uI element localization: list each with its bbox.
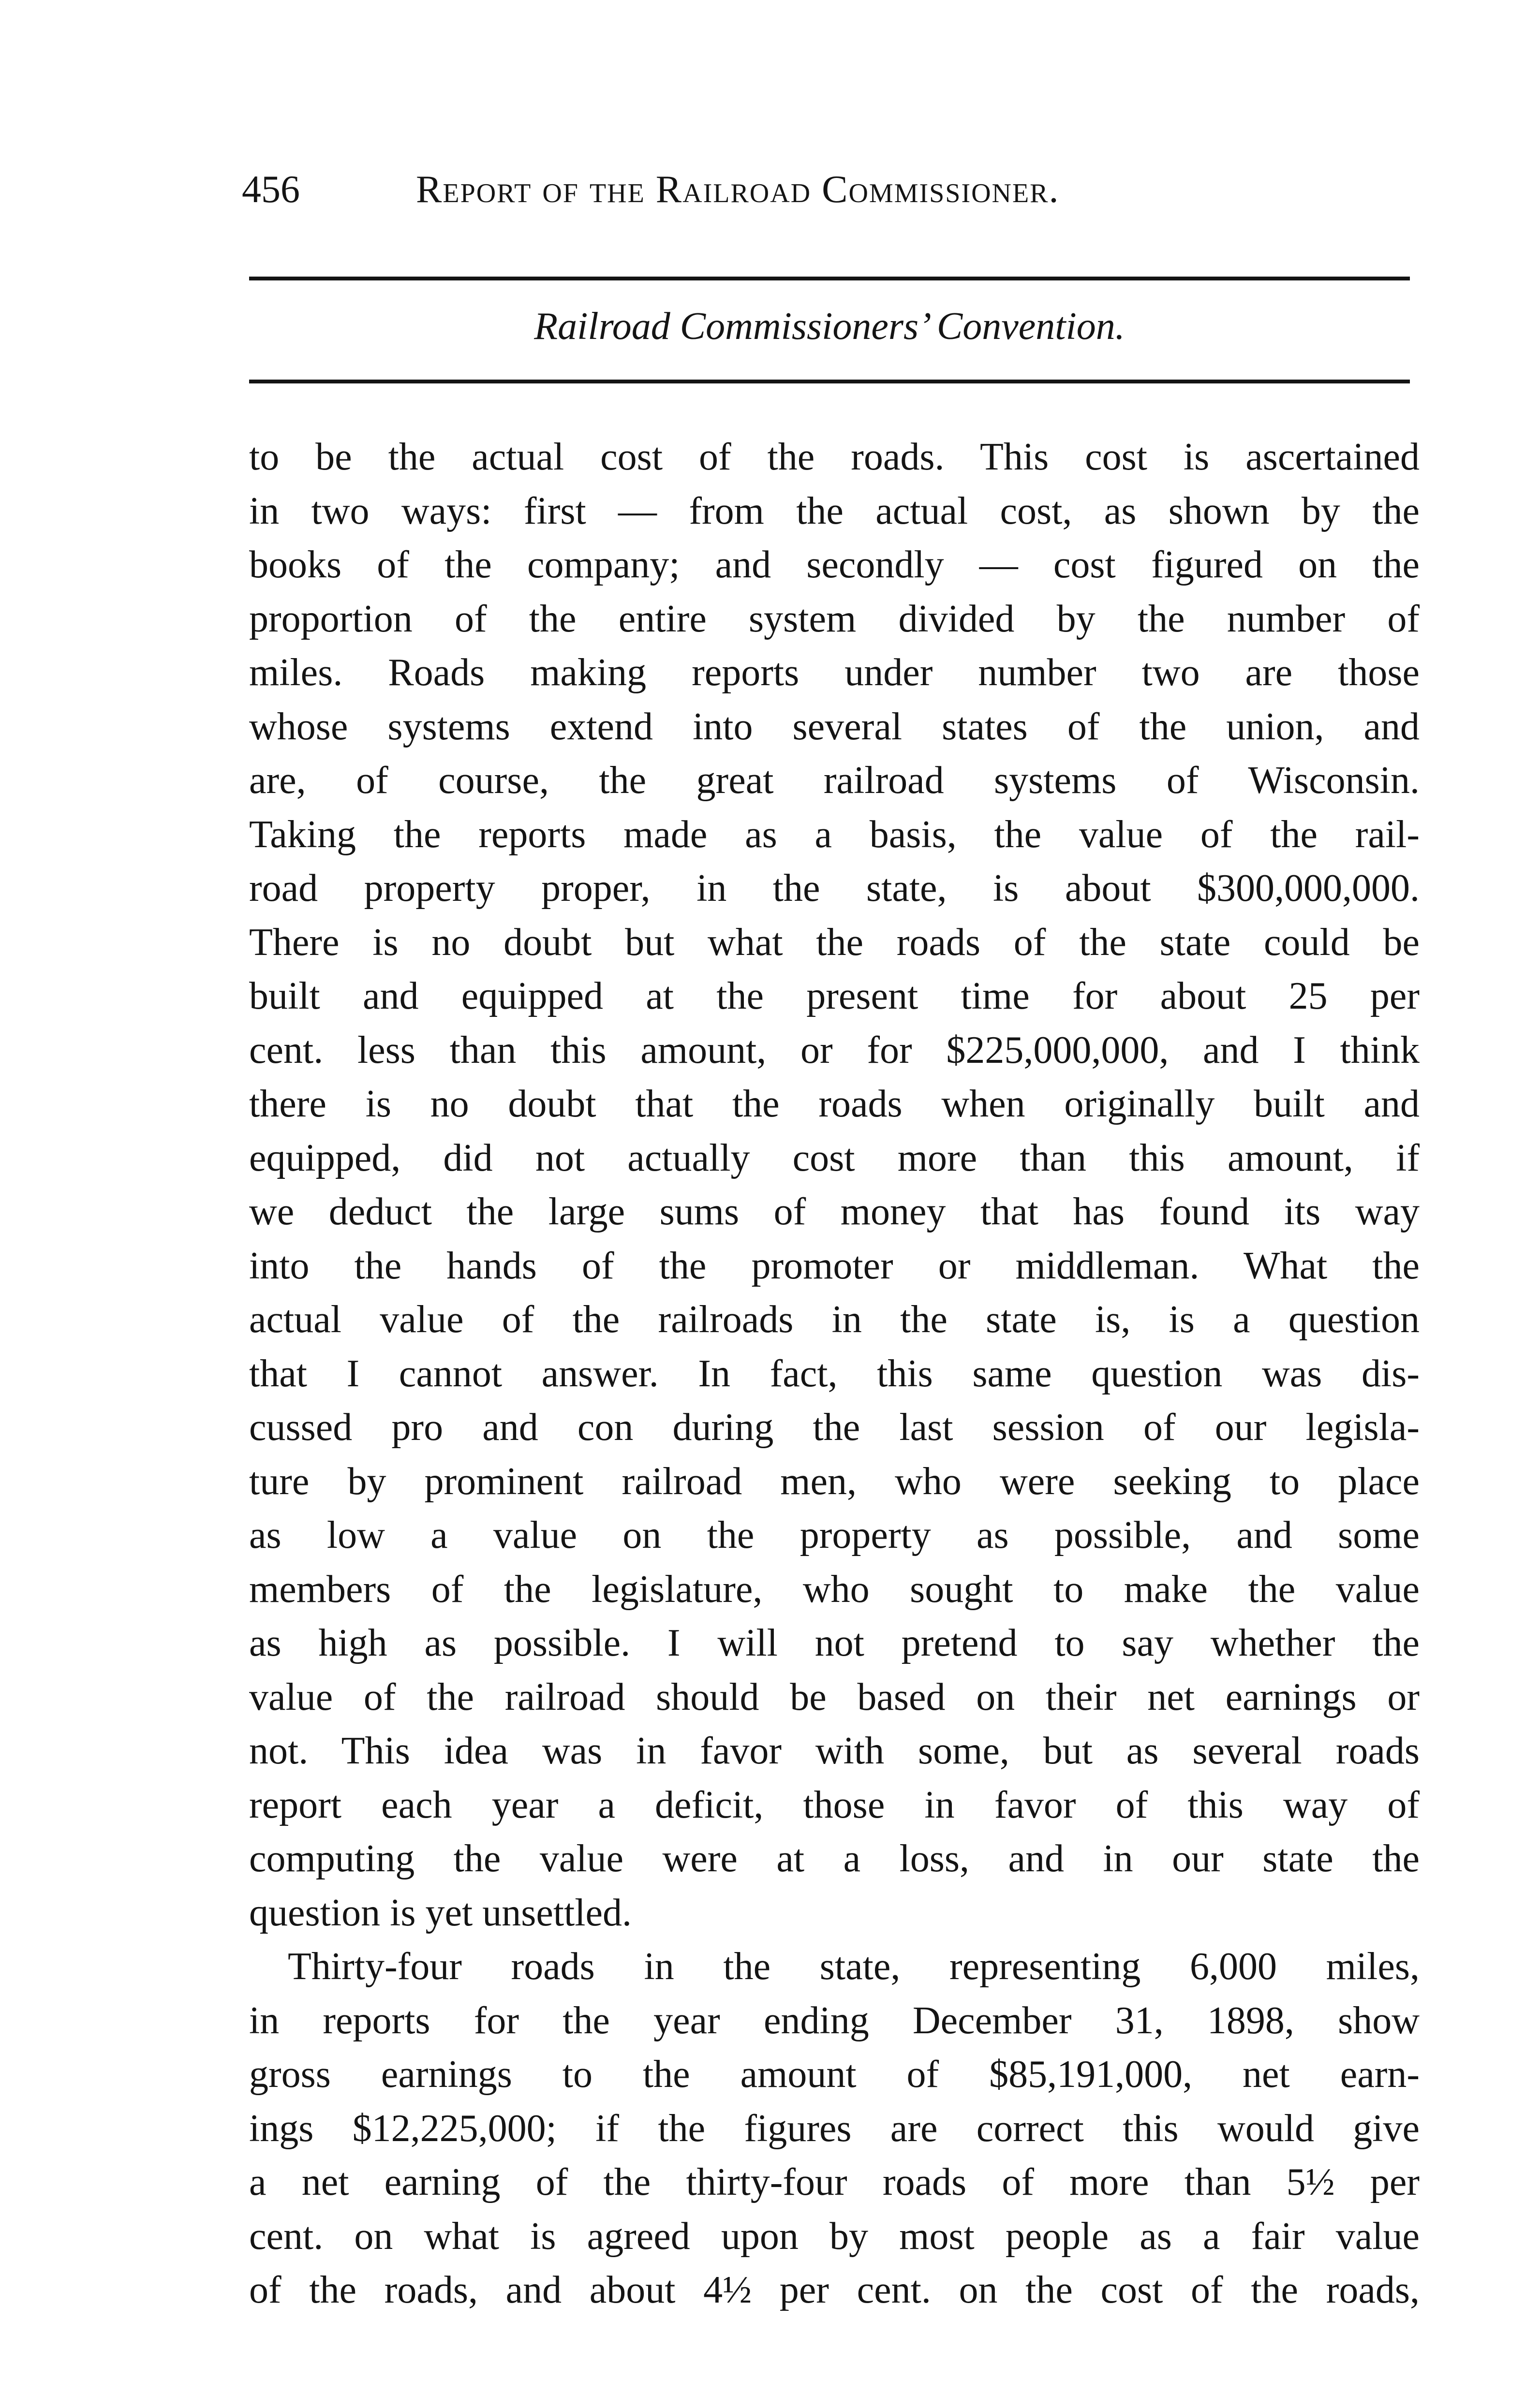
text-line: cent. on what is agreed upon by most people as a fair value (249, 2215, 1420, 2258)
text-line: miles. Roads making reports under number two are those (249, 651, 1420, 694)
text-line: ture by prominent railroad men, who were seeking to place (249, 1460, 1420, 1503)
text-line: computing the value were at a loss, and in our state the (249, 1837, 1420, 1880)
text-line: Taking the reports made as a basis, the value of the rail- (249, 813, 1420, 856)
text-line: proportion of the entire system divided by the number of (249, 597, 1420, 640)
text-line: we deduct the large sums of money that has found its way (249, 1190, 1420, 1233)
text-line: There is no doubt but what the roads of the state could be (249, 921, 1420, 964)
text-line: members of the legislature, who sought to make the value (249, 1568, 1420, 1611)
page-number: 456 (242, 168, 300, 211)
running-head: Report of the Railroad Commissioner. (416, 168, 1060, 211)
text-line: into the hands of the promoter or middleman. What the (249, 1244, 1420, 1287)
body-text (249, 430, 1420, 2318)
text-line: a net earning of the thirty-four roads of more than 5½ per (249, 2161, 1420, 2203)
text-line: cussed pro and con during the last session of our legisla- (249, 1406, 1420, 1449)
text-line: in reports for the year ending December 31, 1898, show (249, 1999, 1420, 2042)
text-line: of the roads, and about 4½ per cent. on the cost of the roads, (249, 2269, 1420, 2311)
text-line: gross earnings to the amount of $85,191,000, net earn- (249, 2053, 1420, 2096)
text-line: road property proper, in the state, is about $300,000,000. (249, 867, 1420, 910)
text-line: whose systems extend into several states of the union, and (249, 705, 1420, 748)
text-line: cent. less than this amount, or for $225,000,000, and I think (249, 1028, 1420, 1072)
text-line: to be the actual cost of the roads. This cost is ascertained (249, 436, 1420, 478)
top-rule (249, 277, 1410, 280)
text-line: built and equipped at the present time for about 25 per (249, 975, 1420, 1017)
text-line: as low a value on the property as possible, and some (249, 1514, 1420, 1556)
text-line: not. This idea was in favor with some, but as several roads (249, 1730, 1420, 1772)
text-line: actual value of the railroads in the state is, is a question (249, 1298, 1420, 1341)
text-line: books of the company; and secondly — cost figured on the (249, 543, 1420, 586)
text-line: question is yet unsettled. (249, 1891, 632, 1934)
text-line: that I cannot answer. In fact, this same question was dis- (249, 1352, 1420, 1395)
text-line: as high as possible. I will not pretend to say whether the (249, 1622, 1420, 1664)
bottom-rule (249, 380, 1410, 383)
text-line: Thirty-four roads in the state, representing 6,000 miles, (288, 1945, 1420, 1988)
text-line: equipped, did not actually cost more than this amount, if (249, 1136, 1420, 1179)
text-line: ings $12,225,000; if the figures are correct this would give (249, 2107, 1420, 2150)
text-line: in two ways: first — from the actual cost, as shown by the (249, 489, 1420, 532)
text-line: are, of course, the great railroad systems of Wisconsin. (249, 759, 1420, 802)
text-line: there is no doubt that the roads when originally built and (249, 1083, 1420, 1125)
section-title: Railroad Commissioners’ Convention. (534, 305, 1125, 348)
text-line: report each year a deficit, those in favor of this way of (249, 1783, 1420, 1826)
text-line: value of the railroad should be based on their net earnings or (249, 1675, 1420, 1718)
